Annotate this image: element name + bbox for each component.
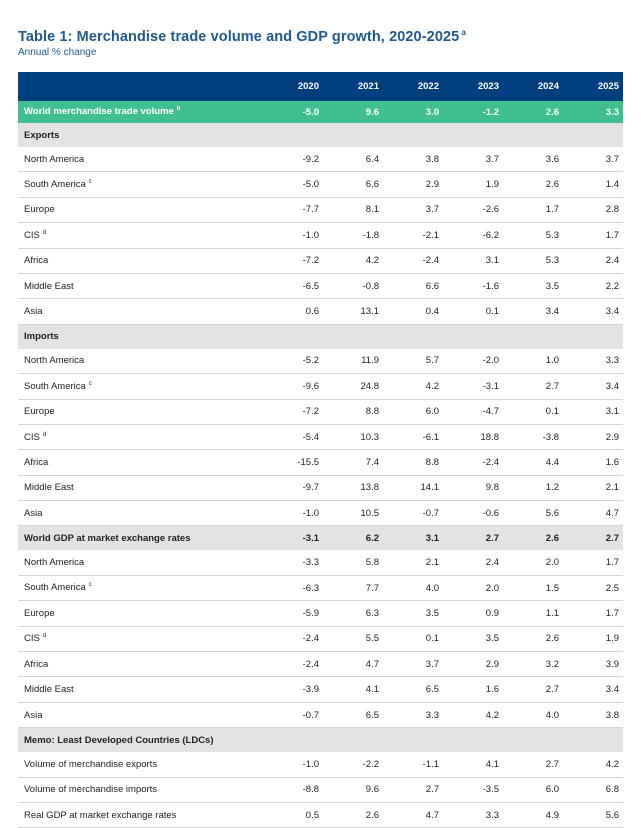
value-cell: 4.2 <box>323 248 383 273</box>
exports-row <box>18 299 623 324</box>
year-header: 2020 <box>263 72 323 101</box>
value-cell: 0.5 <box>263 802 323 827</box>
value-cell: 2.7 <box>503 752 563 777</box>
row-label-text: Europe <box>24 406 55 418</box>
value-cell: 4.7 <box>563 501 623 526</box>
row-label <box>18 802 263 827</box>
value-cell: 1.7 <box>563 550 623 575</box>
value-cell: 0.4 <box>383 299 443 324</box>
row-label-text: Middle East <box>24 684 74 696</box>
empty-cell <box>443 728 503 753</box>
value-cell: -3.5 <box>443 777 503 802</box>
value-cell: -2.1 <box>383 223 443 248</box>
value-cell: 3.3 <box>563 101 623 123</box>
row-label <box>18 223 263 248</box>
exports-row <box>18 172 623 197</box>
value-cell: 1.7 <box>563 601 623 626</box>
value-cell: 2.9 <box>443 652 503 677</box>
value-cell: 0.1 <box>443 299 503 324</box>
row-label <box>18 197 263 222</box>
value-cell: 5.6 <box>563 802 623 827</box>
row-label-text: Europe <box>24 607 55 619</box>
gdp-section-header <box>18 526 623 551</box>
row-label-text: Africa <box>24 456 49 468</box>
empty-cell <box>503 123 563 147</box>
value-cell: 5.3 <box>503 248 563 273</box>
value-cell: -2.2 <box>323 752 383 777</box>
empty-cell <box>503 728 563 753</box>
value-cell: 8.1 <box>323 197 383 222</box>
empty-cell <box>443 123 503 147</box>
empty-cell <box>383 324 443 349</box>
row-label <box>18 702 263 727</box>
row-label <box>18 324 263 349</box>
empty-cell <box>323 123 383 147</box>
footnote-marker: d <box>42 431 47 438</box>
row-label <box>18 374 263 399</box>
value-cell: 18.8 <box>443 424 503 449</box>
gdp-row <box>18 702 623 727</box>
row-label <box>18 550 263 575</box>
value-cell: -15.5 <box>263 450 323 475</box>
value-cell: 5.6 <box>503 501 563 526</box>
value-cell: 3.5 <box>443 626 503 651</box>
value-cell: 7.4 <box>323 450 383 475</box>
value-cell: 1.7 <box>563 223 623 248</box>
value-cell: 3.7 <box>563 147 623 172</box>
gdp-row <box>18 626 623 651</box>
value-cell: 3.2 <box>503 652 563 677</box>
value-cell: 11.9 <box>323 349 383 374</box>
value-cell: 8.8 <box>323 399 383 424</box>
value-cell: 9.6 <box>323 101 383 123</box>
gdp-row <box>18 652 623 677</box>
empty-cell <box>443 324 503 349</box>
value-cell: 2.8 <box>563 197 623 222</box>
value-cell: 4.7 <box>383 802 443 827</box>
footnote-marker: c <box>88 380 92 387</box>
value-cell: 2.9 <box>563 424 623 449</box>
exports-section-header <box>18 123 623 147</box>
value-cell: -3.1 <box>263 526 323 551</box>
imports-section-header <box>18 324 623 349</box>
value-cell: 2.1 <box>563 475 623 500</box>
value-cell: -7.2 <box>263 399 323 424</box>
value-cell: -7.2 <box>263 248 323 273</box>
value-cell: -3.3 <box>263 550 323 575</box>
footnote-marker: c <box>88 582 92 589</box>
gdp-row <box>18 601 623 626</box>
imports-row <box>18 349 623 374</box>
value-cell: 3.1 <box>383 526 443 551</box>
memo-row <box>18 777 623 802</box>
value-cell: -6.2 <box>443 223 503 248</box>
year-header: 2022 <box>383 72 443 101</box>
memo-section-header <box>18 728 623 753</box>
row-label <box>18 349 263 374</box>
row-label-text: Middle East <box>24 280 74 292</box>
value-cell: 6.3 <box>323 601 383 626</box>
value-cell: -5.4 <box>263 424 323 449</box>
value-cell: 2.2 <box>563 273 623 298</box>
value-cell: 2.6 <box>503 101 563 123</box>
value-cell: 0.6 <box>263 299 323 324</box>
value-cell: 10.5 <box>323 501 383 526</box>
value-cell: 3.3 <box>383 702 443 727</box>
row-label <box>18 123 263 147</box>
year-header: 2023 <box>443 72 503 101</box>
value-cell: 4.4 <box>503 450 563 475</box>
value-cell: 24.8 <box>323 374 383 399</box>
value-cell: 1.0 <box>503 349 563 374</box>
value-cell: 6.5 <box>323 702 383 727</box>
value-cell: 3.0 <box>383 101 443 123</box>
row-label-text: Memo: Least Developed Countries (LDCs) <box>24 734 214 746</box>
value-cell: 4.0 <box>383 575 443 600</box>
value-cell: 3.8 <box>563 702 623 727</box>
value-cell: 2.6 <box>503 526 563 551</box>
row-label <box>18 299 263 324</box>
empty-cell <box>323 728 383 753</box>
value-cell: -2.4 <box>263 626 323 651</box>
trade-gdp-table <box>18 72 623 828</box>
row-label <box>18 677 263 702</box>
value-cell: -6.1 <box>383 424 443 449</box>
value-cell: 4.2 <box>563 752 623 777</box>
value-cell: 3.1 <box>563 399 623 424</box>
value-cell: 1.4 <box>563 172 623 197</box>
row-label-text: Exports <box>24 129 60 141</box>
row-label-text: CIS <box>24 431 40 443</box>
empty-cell <box>263 123 323 147</box>
value-cell: 0.1 <box>503 399 563 424</box>
value-cell: 4.1 <box>443 752 503 777</box>
year-header: 2021 <box>323 72 383 101</box>
value-cell: 6.6 <box>323 172 383 197</box>
imports-row <box>18 450 623 475</box>
header-row <box>18 72 623 101</box>
memo-row <box>18 752 623 777</box>
value-cell: -0.8 <box>323 273 383 298</box>
value-cell: 9.8 <box>443 475 503 500</box>
value-cell: -7.7 <box>263 197 323 222</box>
memo-row <box>18 802 623 827</box>
value-cell: 6.6 <box>383 273 443 298</box>
value-cell: 0.1 <box>383 626 443 651</box>
value-cell: -1.1 <box>383 752 443 777</box>
value-cell: -2.0 <box>443 349 503 374</box>
value-cell: 1.9 <box>563 626 623 651</box>
row-label-text: Europe <box>24 204 55 216</box>
value-cell: -1.2 <box>443 101 503 123</box>
value-cell: 2.4 <box>563 248 623 273</box>
row-label <box>18 575 263 600</box>
value-cell: -1.0 <box>263 223 323 248</box>
value-cell: -5.0 <box>263 101 323 123</box>
row-label <box>18 752 263 777</box>
value-cell: 3.4 <box>563 374 623 399</box>
value-cell: -0.7 <box>383 501 443 526</box>
value-cell: 1.1 <box>503 601 563 626</box>
row-label <box>18 147 263 172</box>
value-cell: -0.7 <box>263 702 323 727</box>
exports-row <box>18 197 623 222</box>
row-label-text: South America <box>24 582 86 594</box>
value-cell: 3.4 <box>563 677 623 702</box>
empty-cell <box>563 324 623 349</box>
value-cell: 2.0 <box>503 550 563 575</box>
empty-cell <box>383 728 443 753</box>
row-label-text: Africa <box>24 255 49 267</box>
value-cell: 6.8 <box>563 777 623 802</box>
row-label-text: Imports <box>24 331 59 343</box>
value-cell: -6.3 <box>263 575 323 600</box>
value-cell: -8.8 <box>263 777 323 802</box>
value-cell: 3.3 <box>563 349 623 374</box>
value-cell: 3.1 <box>443 248 503 273</box>
gdp-row <box>18 550 623 575</box>
value-cell: -2.4 <box>263 652 323 677</box>
value-cell: 3.5 <box>503 273 563 298</box>
value-cell: -1.8 <box>323 223 383 248</box>
row-label-text: South America <box>24 380 86 392</box>
row-label-text: Asia <box>24 709 43 721</box>
row-label-text: CIS <box>24 633 40 645</box>
value-cell: -5.0 <box>263 172 323 197</box>
footnote-marker: d <box>42 229 47 236</box>
year-header: 2025 <box>563 72 623 101</box>
value-cell: 10.3 <box>323 424 383 449</box>
value-cell: 1.6 <box>443 677 503 702</box>
value-cell: -5.2 <box>263 349 323 374</box>
value-cell: 6.2 <box>323 526 383 551</box>
row-label-text: Asia <box>24 306 43 318</box>
imports-row <box>18 399 623 424</box>
exports-row <box>18 223 623 248</box>
value-cell: 14.1 <box>383 475 443 500</box>
value-cell: -2.6 <box>443 197 503 222</box>
value-cell: 5.5 <box>323 626 383 651</box>
value-cell: -3.8 <box>503 424 563 449</box>
table-title: Table 1: Merchandise trade volume and GDP growth, 2020-2025 $^a$ <box>18 28 466 45</box>
value-cell: 5.3 <box>503 223 563 248</box>
value-cell: 8.8 <box>383 450 443 475</box>
value-cell: 4.9 <box>503 802 563 827</box>
value-cell: 1.9 <box>443 172 503 197</box>
value-cell: 6.4 <box>323 147 383 172</box>
imports-row <box>18 475 623 500</box>
value-cell: 4.1 <box>323 677 383 702</box>
value-cell: 3.3 <box>443 802 503 827</box>
value-cell: -6.5 <box>263 273 323 298</box>
empty-cell <box>323 324 383 349</box>
imports-row <box>18 501 623 526</box>
value-cell: -4.7 <box>443 399 503 424</box>
value-cell: 2.7 <box>563 526 623 551</box>
value-cell: 7.7 <box>323 575 383 600</box>
exports-row <box>18 273 623 298</box>
title-footnote-marker: a <box>461 28 466 37</box>
empty-cell <box>383 123 443 147</box>
footnote-marker: d <box>42 633 47 640</box>
exports-row <box>18 147 623 172</box>
row-label-text: Volume of merchandise exports <box>24 758 158 770</box>
value-cell: -2.4 <box>443 450 503 475</box>
row-label <box>18 424 263 449</box>
value-cell: 4.0 <box>503 702 563 727</box>
row-label <box>18 101 263 123</box>
row-label <box>18 475 263 500</box>
row-label <box>18 526 263 551</box>
row-label <box>18 652 263 677</box>
value-cell: 2.7 <box>503 677 563 702</box>
gdp-row <box>18 677 623 702</box>
row-label-text: Real GDP at market exchange rates <box>24 809 177 821</box>
footnote-marker: b <box>176 106 181 113</box>
row-label-text: North America <box>24 355 85 367</box>
value-cell: 13.1 <box>323 299 383 324</box>
value-cell: 9.6 <box>323 777 383 802</box>
value-cell: 6.0 <box>503 777 563 802</box>
value-cell: 5.8 <box>323 550 383 575</box>
value-cell: 1.7 <box>503 197 563 222</box>
value-cell: 13.8 <box>323 475 383 500</box>
value-cell: 2.6 <box>503 626 563 651</box>
empty-cell <box>263 728 323 753</box>
value-cell: 3.7 <box>383 197 443 222</box>
row-label-text: Asia <box>24 507 43 519</box>
value-cell: 5.7 <box>383 349 443 374</box>
row-label <box>18 399 263 424</box>
value-cell: -3.9 <box>263 677 323 702</box>
value-cell: 0.9 <box>443 601 503 626</box>
value-cell: -1.0 <box>263 501 323 526</box>
row-label <box>18 777 263 802</box>
value-cell: 4.2 <box>383 374 443 399</box>
empty-cell <box>263 324 323 349</box>
value-cell: 1.5 <box>503 575 563 600</box>
value-cell: 2.4 <box>443 550 503 575</box>
row-label-text: North America <box>24 557 85 569</box>
row-label <box>18 248 263 273</box>
table-subtitle: Annual % change <box>18 47 97 58</box>
row-label-text: Middle East <box>24 482 74 494</box>
row-label <box>18 501 263 526</box>
value-cell: 3.7 <box>383 652 443 677</box>
row-label <box>18 172 263 197</box>
footnote-marker: c <box>88 179 92 185</box>
empty-cell <box>563 123 623 147</box>
value-cell: 3.5 <box>383 601 443 626</box>
row-label <box>18 273 263 298</box>
value-cell: 4.7 <box>323 652 383 677</box>
world-trade-row <box>18 101 623 123</box>
value-cell: 3.9 <box>563 652 623 677</box>
value-cell: 2.6 <box>503 172 563 197</box>
row-label <box>18 728 263 753</box>
value-cell: -1.0 <box>263 752 323 777</box>
exports-row <box>18 248 623 273</box>
row-label-text: Africa <box>24 658 49 670</box>
imports-row <box>18 424 623 449</box>
value-cell: -0.6 <box>443 501 503 526</box>
value-cell: 2.9 <box>383 172 443 197</box>
value-cell: 3.4 <box>563 299 623 324</box>
value-cell: -5.9 <box>263 601 323 626</box>
row-label-text: North America <box>24 153 85 165</box>
value-cell: 4.2 <box>443 702 503 727</box>
value-cell: 2.6 <box>323 802 383 827</box>
value-cell: 3.7 <box>443 147 503 172</box>
empty-cell <box>563 728 623 753</box>
row-label-text: Volume of merchandise imports <box>24 784 158 796</box>
value-cell: 2.5 <box>563 575 623 600</box>
value-cell: -9.6 <box>263 374 323 399</box>
header-empty <box>18 72 263 101</box>
value-cell: 1.2 <box>503 475 563 500</box>
value-cell: 2.7 <box>443 526 503 551</box>
value-cell: -2.4 <box>383 248 443 273</box>
row-label-text: South America <box>24 179 86 191</box>
row-label <box>18 601 263 626</box>
row-label-text: World GDP at market exchange rates <box>24 532 191 544</box>
empty-cell <box>503 324 563 349</box>
value-cell: 3.6 <box>503 147 563 172</box>
value-cell: -1.6 <box>443 273 503 298</box>
value-cell: 2.1 <box>383 550 443 575</box>
value-cell: 2.7 <box>383 777 443 802</box>
gdp-row <box>18 575 623 600</box>
value-cell: 6.5 <box>383 677 443 702</box>
row-label <box>18 626 263 651</box>
value-cell: 6.0 <box>383 399 443 424</box>
value-cell: -9.7 <box>263 475 323 500</box>
row-label-text: CIS <box>24 229 40 241</box>
year-header: 2024 <box>503 72 563 101</box>
value-cell: 2.0 <box>443 575 503 600</box>
value-cell: -9.2 <box>263 147 323 172</box>
value-cell: -3.1 <box>443 374 503 399</box>
row-label <box>18 450 263 475</box>
value-cell: 2.7 <box>503 374 563 399</box>
value-cell: 3.4 <box>503 299 563 324</box>
value-cell: 3.8 <box>383 147 443 172</box>
value-cell: 1.6 <box>563 450 623 475</box>
imports-row <box>18 374 623 399</box>
row-label-text: World merchandise trade volume <box>24 106 174 118</box>
